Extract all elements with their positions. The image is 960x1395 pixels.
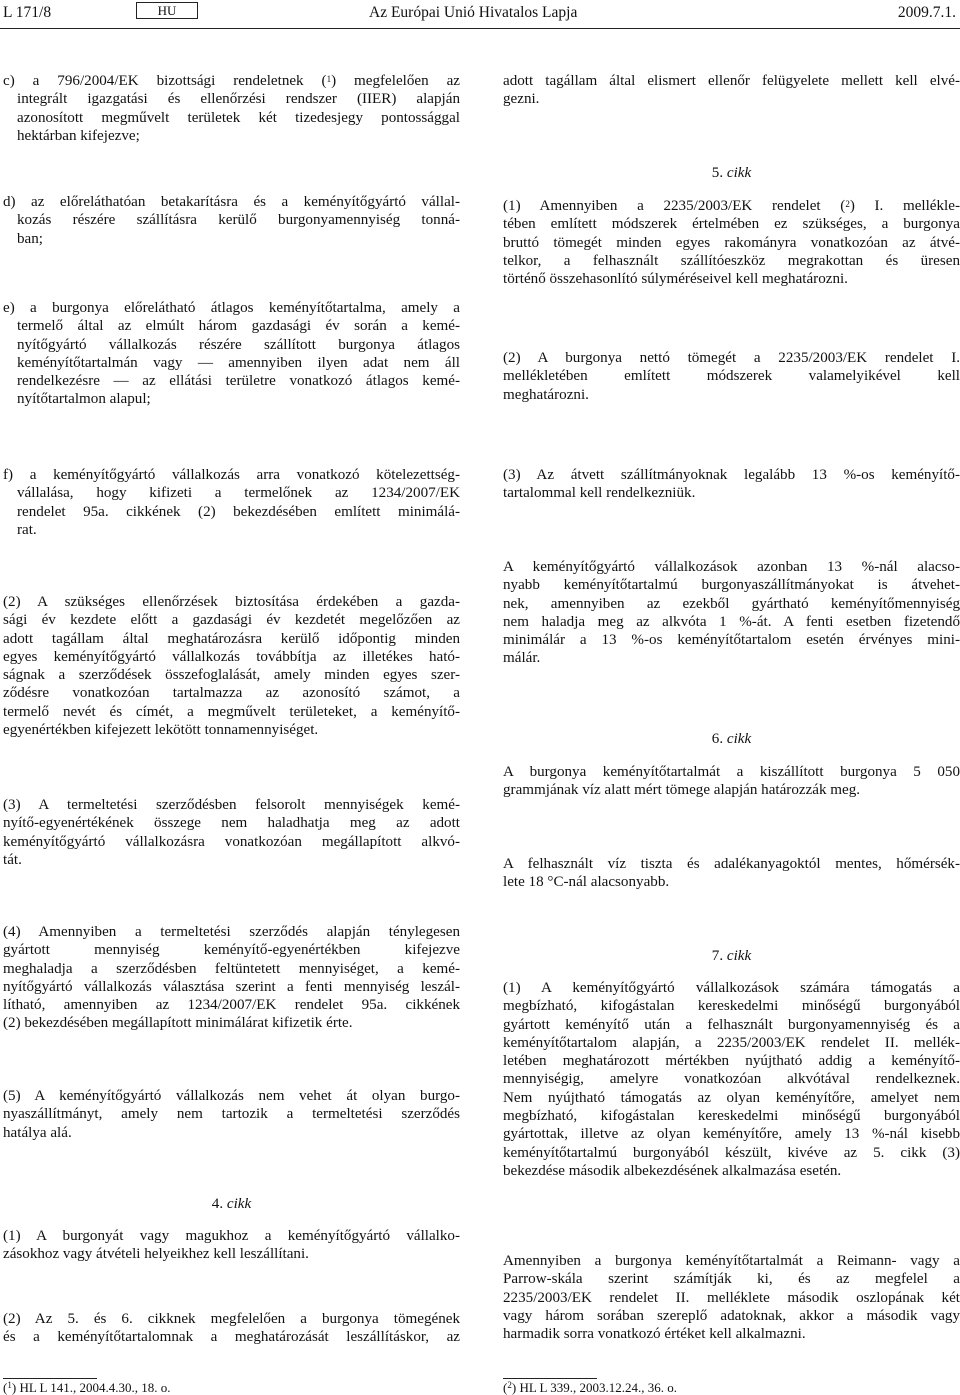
text-line: integrált igazgatási és ellenőrzési rendszer (IIER) alapján bbox=[17, 91, 460, 108]
text-line: Parrow-skála szerint számítják ki, és az megfelel a bbox=[503, 1271, 960, 1288]
footnote-ref: 1 bbox=[326, 74, 332, 84]
article-6-paragraph-2 bbox=[503, 855, 960, 892]
header-rule bbox=[0, 28, 960, 29]
footnote-mark: 2 bbox=[507, 1380, 512, 1390]
item-d bbox=[3, 193, 460, 248]
text-line: bruttó tömegét minden egyes rakományra vonatkozóan az átvé- bbox=[503, 234, 960, 251]
text-line: (4) Amennyiben a termeltetési szerződés alapján ténylegesen bbox=[3, 924, 460, 940]
text-line: lete 18 °C-nál alacsonyabb. bbox=[503, 874, 670, 891]
text-line: ban; bbox=[17, 230, 43, 247]
text-line: nyítőgyártó vállalkozás választása szerint a fenti mennyiség leszál- bbox=[3, 978, 460, 995]
footnote-2: ($^2$) HL L 339., 2003.12.24., 36. o. bbox=[503, 1380, 677, 1395]
article-5-heading bbox=[503, 164, 960, 182]
text-line: és a keményítőtartalomnak a meghatározását leszállításkor, az bbox=[3, 1329, 460, 1346]
text-line: gyártott keményítő után a felhasznált burgonyamennyiség és a bbox=[503, 1016, 960, 1033]
article-number: 6. bbox=[711, 731, 724, 747]
text-line: megbízható, kifogástalan kereskedelmi minőségű burgonyából bbox=[503, 998, 960, 1015]
text-line: nyítő-egyenértékének összege nem haladhatja meg az adott bbox=[3, 815, 460, 832]
text-line: adott tagállam által meghatározásra kerülő időpontig minden bbox=[3, 630, 460, 647]
text-line: c) a 796/2004/EK bizottsági rendeletnek ( bbox=[3, 73, 327, 89]
text-line: grammjának víz alatt mért tömege alapján határozzák meg. bbox=[503, 782, 861, 799]
text-line: gyártottak, illetve az olyan keményítőre, amely 13 %-nál kisebb bbox=[503, 1126, 960, 1143]
footnote-mark: 1 bbox=[7, 1380, 12, 1390]
text-line: meghatározni. bbox=[503, 386, 589, 403]
paragraph-4 bbox=[3, 923, 460, 1033]
item-f bbox=[3, 466, 460, 539]
text-line: (2) A szükséges ellenőrzések biztosítása érdekében a gazda- bbox=[3, 594, 460, 610]
article-word: cikk bbox=[726, 731, 752, 747]
text-line: tát. bbox=[3, 851, 22, 868]
text-line: nem haladja meg az alkvóta 1 %-át. A fenti esetben fizetendő bbox=[503, 613, 960, 630]
footnote-text: HL L 339., 2003.12.24., 36. o. bbox=[519, 1380, 677, 1395]
text-line: (2) bekezdésében megállapított minimálárat kifizetik érte. bbox=[3, 1015, 353, 1032]
article-word: cikk bbox=[726, 948, 752, 964]
text-line: történő összehasonlító súlyméréseivel kell meghatározni. bbox=[503, 271, 848, 288]
article-word: cikk bbox=[226, 1196, 252, 1212]
article-7-paragraph-1 bbox=[503, 979, 960, 1180]
text-line: rendelkezésre — az ellátási területre vonatkozó átlagos kemé- bbox=[17, 373, 460, 390]
text-line: (2) A burgonya nettó tömegét a 2235/2003/EK rendelet I. bbox=[503, 350, 960, 366]
article-4-paragraph-2 bbox=[3, 1310, 460, 1347]
text-line: egyes keményítőgyártó vállalkozás továbbítja az illetékes ható- bbox=[3, 648, 460, 665]
article-word: cikk bbox=[726, 165, 752, 181]
text-line: sági év kezdete előtt a gazdasági év kezdetét megelőzően az bbox=[3, 612, 460, 629]
item-e bbox=[3, 299, 460, 409]
text-line: nek, amennyiben az ezekből gyártható keményítőmennyiség bbox=[503, 595, 960, 612]
text-line: A burgonya keményítőtartalmát a kiszállított burgonya 5 050 bbox=[503, 764, 960, 780]
text-line: hektárban kifejezve; bbox=[17, 127, 140, 144]
text-line: (5) A keményítőgyártó vállalkozás nem vehet át olyan burgo- bbox=[3, 1088, 460, 1104]
text-line: (3) Az átvett szállítmányoknak legalább 13 %-os keményítő- bbox=[503, 467, 960, 483]
text-line: 2235/2003/EK rendelet II. melléklete második oszlopának két bbox=[503, 1289, 960, 1306]
text-line: keményítőtartalom alapján, a 2235/2003/EK rendelet II. mellék- bbox=[503, 1034, 960, 1051]
footnote-rule-left bbox=[3, 1378, 97, 1379]
article-number: 4. bbox=[211, 1196, 224, 1212]
text-line: bekezdése második albekezdésének alkalmazása esetén. bbox=[503, 1162, 842, 1179]
text-line: kozás részére szállításra kerülő burgonyamennyiség tonná- bbox=[17, 212, 460, 229]
text-line: letében meghatározott mértékben nyújtható addig a keményítő- bbox=[503, 1053, 960, 1070]
paragraph-2 bbox=[3, 593, 460, 739]
text-line: megbízható, kifogástalan kereskedelmi minőségű burgonyából bbox=[503, 1108, 960, 1125]
text-line: keményítőgyártó vállalkozásra vonatkozóan megállapított alkvó- bbox=[3, 833, 460, 850]
text-line: zásokhoz vagy átvételi helyeikhez kell leszállítani. bbox=[3, 1246, 309, 1263]
article-number: 7. bbox=[711, 948, 724, 964]
text-line: mennyiségig, amelyre vonatkozóan alkvótával rendelkeznek. bbox=[503, 1071, 960, 1088]
text-line: adott tagállam által elismert ellenőr felügyelete mellett kell elvé- bbox=[503, 73, 960, 89]
text-line: Amennyiben a burgonya keményítőtartalmát a Reimann- vagy a bbox=[503, 1253, 960, 1269]
paragraph-5 bbox=[3, 1087, 460, 1142]
article-7-heading bbox=[503, 947, 960, 965]
text-line: málár. bbox=[503, 650, 541, 667]
text-line: lítható, amennyiben az 1234/2007/EK rendelet 95a. cikkének bbox=[3, 997, 460, 1014]
text-line: nyítőtartalmon alapul; bbox=[17, 391, 151, 408]
journal-title: Az Európai Unió Hivatalos Lapja bbox=[369, 4, 578, 21]
publication-date: 2009.7.1. bbox=[897, 4, 956, 21]
article-5-paragraph-3 bbox=[503, 466, 960, 503]
continuation-text bbox=[503, 72, 960, 109]
text-line: A felhasznált víz tiszta és adalékanyagoktól mentes, hőmérsék- bbox=[503, 856, 960, 872]
text-line: (3) A termeltetési szerződésben felsorolt mennyiségek kemé- bbox=[3, 797, 460, 813]
article-7-paragraph-2 bbox=[503, 1252, 960, 1343]
footnote-text: HL L 141., 2004.4.30., 18. o. bbox=[19, 1380, 171, 1395]
text-line: minimálár a 13 %-os keményítőtartalom esetén érvényes mini- bbox=[503, 632, 960, 649]
text-line: vállalása, hogy kifizeti a termelőnek az 1234/2007/EK bbox=[17, 485, 460, 502]
text-line: d) az előreláthatóan betakarításra és a keményítőgyártó vállal- bbox=[3, 194, 460, 210]
paragraph-3 bbox=[3, 796, 460, 869]
article-5-paragraph-1 bbox=[503, 197, 960, 288]
text-line: hatálya alá. bbox=[3, 1124, 72, 1141]
text-line: tében említett módszerek értelmében ez szükséges, a burgonya bbox=[503, 216, 960, 233]
text-line: harmadik sorra vonatkozó értéket kell alkalmazni. bbox=[503, 1326, 806, 1343]
text-line: azonosított megművelt területek két tizedesjegy pontossággal bbox=[17, 109, 460, 126]
text-line: egyenértékben kifejezett lekötött tonnamennyiséget. bbox=[3, 722, 319, 739]
text-line: A keményítőgyártó vállalkozások azonban 13 %-nál alacso- bbox=[503, 559, 960, 575]
article-4-heading bbox=[3, 1195, 460, 1213]
text-line: rendelet 95a. cikkének (2) bekezdésében említett minimálá- bbox=[17, 503, 460, 520]
article-number: 5. bbox=[711, 165, 724, 181]
text-line: ) megfelelően az bbox=[331, 73, 460, 89]
footnote-ref: 2 bbox=[845, 199, 850, 209]
article-5-paragraph-2 bbox=[503, 349, 960, 404]
item-c bbox=[3, 72, 460, 145]
text-line: (1) A burgonyát vagy magukhoz a keményítőgyártó vállalko- bbox=[3, 1228, 460, 1244]
text-line: Nem nyújtható támogatás az olyan keményítőre, amelyet nem bbox=[503, 1089, 960, 1106]
text-line: (2) Az 5. és 6. cikknek megfelelően a burgonya tömegének bbox=[3, 1311, 460, 1327]
text-line: vagy három sorában szereplő adatoknak, akkor a második vagy bbox=[503, 1307, 960, 1324]
text-line: termelő nevét és címét, a megművelt területeket, a keményítő- bbox=[3, 703, 460, 720]
text-line: meghaladja a szerződésben feltüntetett mennyiséget, a kemé- bbox=[3, 960, 460, 977]
footnote-rule-right bbox=[503, 1378, 597, 1379]
text-line: termelő által az elmúlt három gazdasági év során a kemé- bbox=[17, 318, 460, 335]
text-line: nyítőgyártó vállalkozás részére szállított burgonya átlagos bbox=[17, 336, 460, 353]
text-line: ződésre vonatkozóan tartalmazza az azonosító számot, a bbox=[3, 685, 460, 702]
text-line: ságnak a szerződések összefoglalását, amely minden egyes szer- bbox=[3, 667, 460, 684]
article-5-paragraph-3-sub bbox=[503, 558, 960, 668]
language-code-box: HU bbox=[136, 2, 198, 19]
footnote-1: ($^1$) HL L 141., 2004.4.30., 18. o. bbox=[3, 1380, 171, 1395]
text-line: gezni. bbox=[503, 91, 540, 108]
text-line: keményítőtartalmán vagy — amennyiben ilyen adat nem áll bbox=[17, 354, 460, 371]
text-line: gyártott mennyiség keményítő-egyenértékben kifejezve bbox=[3, 942, 460, 959]
text-line: ) I. mellékle- bbox=[849, 198, 960, 214]
text-line: tartalommal kell rendelkezniük. bbox=[503, 485, 696, 502]
text-line: (1) Amennyiben a 2235/2003/EK rendelet ( bbox=[503, 198, 846, 214]
article-6-paragraph-1 bbox=[503, 763, 960, 800]
text-line: nyaszállítmányt, amely nem tartozik a termeltetési szerződés bbox=[3, 1106, 460, 1123]
text-line: e) a burgonya előrelátható átlagos keményítőtartalma, amely a bbox=[3, 300, 460, 316]
text-line: mellékletében említett módszerek valamelyikével kell bbox=[503, 368, 960, 385]
article-4-paragraph-1 bbox=[3, 1227, 460, 1264]
text-line: keményítőtartalmú burgonyából készült, kivéve az 5. cikk (3) bbox=[503, 1144, 960, 1161]
text-line: telkor, a felhasznált szállítóeszköz megrakottan és üresen bbox=[503, 252, 960, 269]
text-line: rat. bbox=[17, 521, 37, 538]
text-line: f) a keményítőgyártó vállalkozás arra vonatkozó kötelezettség- bbox=[3, 467, 460, 483]
page-reference: L 171/8 bbox=[3, 4, 52, 21]
text-line: (1) A keményítőgyártó vállalkozások számára támogatás a bbox=[503, 980, 960, 996]
text-line: nyabb keményítőtartalmú burgonyaszállítmányokat is átvehet- bbox=[503, 577, 960, 594]
article-6-heading bbox=[503, 730, 960, 748]
